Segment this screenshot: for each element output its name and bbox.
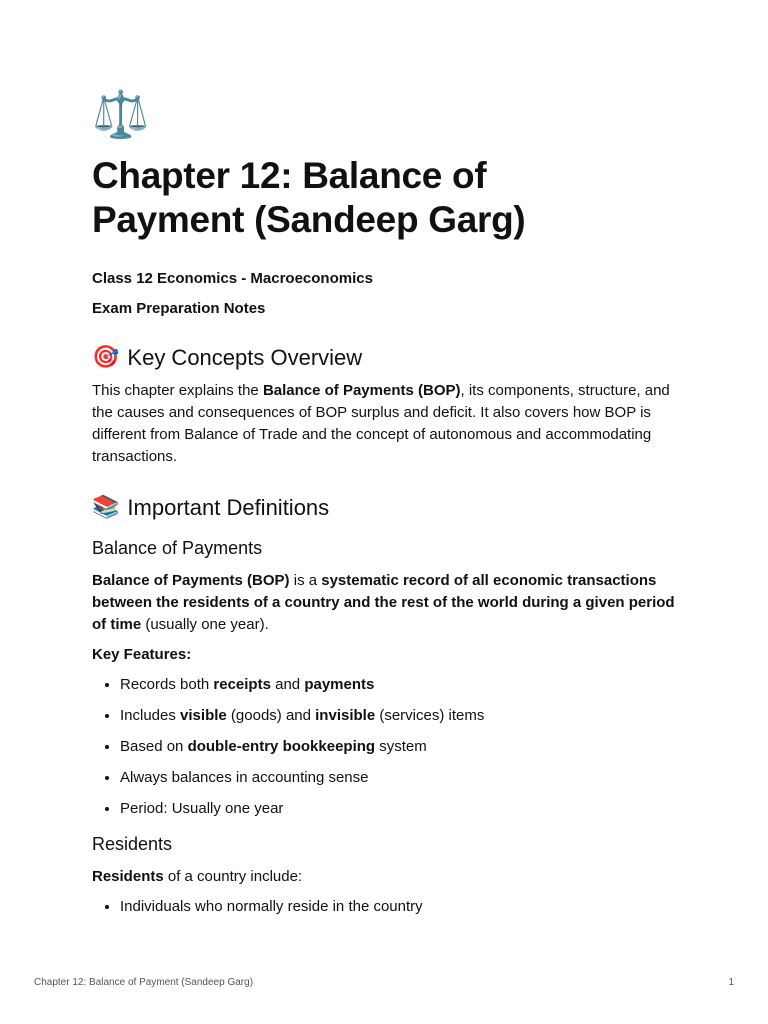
- books-icon: 📚: [92, 495, 120, 520]
- list-item: • Period: Usually one year: [120, 798, 682, 820]
- section-heading-definitions: 📚 Important Definitions: [92, 495, 330, 520]
- subheading-bop: Balance of Payments: [92, 538, 263, 558]
- residents-list: [92, 896, 682, 918]
- list-item: • Based on double-entry bookkeeping system: [120, 736, 682, 758]
- residents-intro: Residents of a country include:: [92, 868, 303, 885]
- target-icon: 🎯: [92, 345, 120, 370]
- page-number: 1: [728, 977, 734, 988]
- section-heading-overview: 🎯 Key Concepts Overview: [92, 345, 363, 370]
- subtitle-notes: Exam Preparation Notes: [92, 300, 266, 317]
- title-line-2: Payment (Sandeep Garg): [92, 199, 526, 240]
- list-item: • Includes visible (goods) and invisible (services) items: [120, 705, 682, 727]
- page-title: [92, 154, 682, 242]
- scales-icon: ⚖️: [92, 87, 150, 141]
- key-features-label: Key Features:: [92, 646, 192, 663]
- title-line-1: Chapter 12: Balance of: [92, 155, 487, 196]
- document-page: [92, 88, 682, 930]
- subtitle-class: Class 12 Economics - Macroeconomics: [92, 270, 373, 287]
- subheading-residents: Residents: [92, 834, 173, 854]
- list-item: • Individuals who normally reside in the country: [120, 896, 682, 918]
- bop-definition: Balance of Payments (BOP) is a systematic record of all economic transactions between the residents of a country and the rest of the world during a given period of time (usually one year).: [92, 572, 675, 633]
- footer-title: Chapter 12: Balance of Payment (Sandeep Garg): [34, 977, 254, 988]
- overview-paragraph: This chapter explains the Balance of Payments (BOP), its components, structure, and the causes and consequences of BOP surplus and deficit. It also covers how BOP is different from Balance of Trade and the concept of autonomous and accommodating transactions.: [92, 382, 670, 465]
- list-item: • Records both receipts and payments: [120, 674, 682, 696]
- key-features-list: [92, 674, 682, 820]
- list-item: • Always balances in accounting sense: [120, 767, 682, 789]
- page-footer: [34, 977, 734, 988]
